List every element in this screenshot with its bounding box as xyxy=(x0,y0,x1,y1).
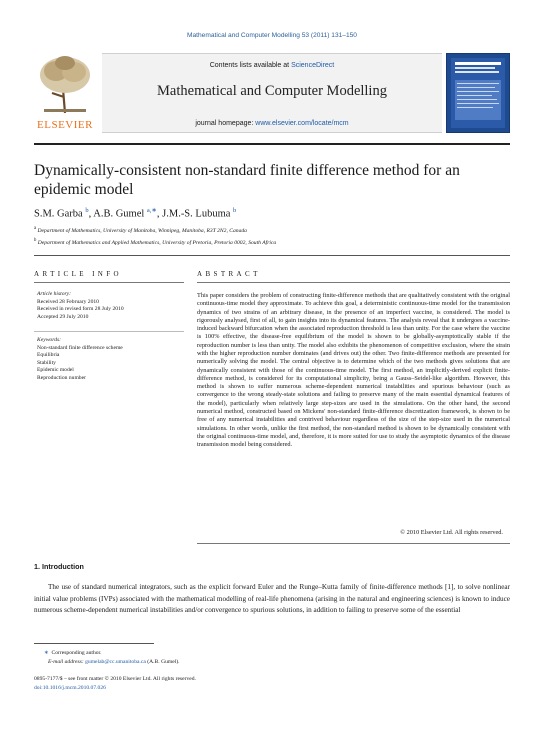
abstract-rule xyxy=(197,282,510,283)
doi-link[interactable]: doi:10.1016/j.mcm.2010.07.026 xyxy=(34,685,106,691)
author-affiliation-mark[interactable]: a,∗ xyxy=(146,207,157,214)
author-name[interactable]: S.M. Garba xyxy=(34,208,83,220)
article-info-divider xyxy=(34,331,184,332)
author-name[interactable]: A.B. Gumel xyxy=(93,208,145,220)
journal-cover-thumbnail-icon[interactable] xyxy=(446,53,510,133)
keyword-item: Reproduction number xyxy=(37,374,86,381)
sciencedirect-link[interactable]: ScienceDirect xyxy=(291,62,335,69)
contents-line xyxy=(102,62,442,69)
footnote-mark[interactable]: ∗ xyxy=(44,650,49,656)
history-label: Article history: xyxy=(37,291,72,297)
keywords xyxy=(37,337,187,383)
history-item: Accepted 29 July 2010 xyxy=(37,313,89,320)
email-label: E-mail address: xyxy=(48,659,86,665)
affiliation xyxy=(34,238,504,246)
abstract-heading: ABSTRACT xyxy=(197,270,261,278)
keyword-item: Stability xyxy=(37,359,56,366)
masthead xyxy=(34,53,510,137)
abstract-end-rule xyxy=(197,543,510,544)
footnote-rule xyxy=(34,643,154,644)
keywords-label: Keywords: xyxy=(37,337,62,343)
affiliation-text: Department of Mathematics and Applied Mathematics, University of Pretoria, Pretoria 0002, South Africa xyxy=(37,239,277,246)
section-rule xyxy=(34,255,510,256)
corresponding-author-text: Corresponding author. xyxy=(51,650,102,656)
author-list: S.M. Garba $^b$, A.B. Gumel $^{a,∗}$, J.M.-S. Lubuma $^b$ xyxy=(34,207,237,220)
copyright-notice: © 2010 Elsevier Ltd. All rights reserved. xyxy=(400,529,503,536)
publisher-name: ELSEVIER xyxy=(37,119,93,131)
affiliation-mark: b xyxy=(34,238,37,243)
journal-title: Mathematical and Computer Modelling xyxy=(157,83,387,99)
journal-header-box xyxy=(102,53,442,133)
author-affiliation-mark[interactable]: b xyxy=(85,207,89,214)
email-link[interactable]: gumelab@cc.umanitoba.ca xyxy=(85,659,146,665)
corresponding-author-note xyxy=(44,650,102,656)
keyword-item: Equilibria xyxy=(37,352,60,359)
homepage-line xyxy=(102,120,442,127)
journal-citation-line[interactable]: Mathematical and Computer Modelling 53 (2011) 131–150 xyxy=(187,32,357,39)
contents-prefix: Contents lists available at xyxy=(209,62,292,69)
homepage-prefix: journal homepage: xyxy=(195,120,256,127)
history-item: Received in revised form 28 July 2010 xyxy=(37,306,124,313)
author-affiliation-mark[interactable]: b xyxy=(233,207,237,214)
history-item: Received 28 February 2010 xyxy=(37,298,99,305)
keyword-item: Non-standard finite difference scheme xyxy=(37,344,123,351)
section-heading-introduction: 1. Introduction xyxy=(34,562,84,571)
issn-line: 0895-7177/$ – see front matter © 2010 Elsevier Ltd. All rights reserved. xyxy=(34,676,196,682)
affiliation xyxy=(34,226,504,234)
article-history xyxy=(37,291,187,321)
author-name[interactable]: J.M.-S. Lubuma xyxy=(162,208,231,220)
email-suffix: (A.B. Gumel). xyxy=(145,659,180,665)
affiliation-mark: a xyxy=(34,226,37,231)
article-info-heading: ARTICLE INFO xyxy=(34,270,123,278)
affiliation-text: Department of Mathematics, University of Manitoba, Winnipeg, Manitoba, R3T 2N2, Canada xyxy=(37,227,247,234)
article-info-rule xyxy=(34,282,184,283)
abstract-body: This paper considers the problem of constructing finite-difference methods that are qualitatively consistent with the original continuous-time model they approximate. To achieve this goal, a deterministic continuous-time model for the transmission dynamics of two strains of an arbitrary disease, in the presence of an imperfect vaccine, is considered. The model is rigorously analysed, first of all, to gain insights into its dynamical features. The analysis reveal that it undergoes a vaccine-induced backward bifurcation when the associated reproduction threshold is less than unity. For the case where the vaccine is 100% effective, the disease-free equilibrium of the model is shown to be globally-asymptotically stable if the reproduction number is less than unity. The model also exhibits the phenomenon of competitive exclusion, where the strain with the higher reproduction number dominates (and drives out) the other. Two finite-difference methods are presented for numerically solving the model. The central objective is to determine which of the two methods gives solutions that are dynamically consistent with those of the continuous-time model. The first method, an implicitly-derived explicit finite-difference method, is considered for its computational simplicity, being a Gauss–Seidel-like algorithm. However, this method is shown to suffer numerous scheme-dependent numerical instabilities and spurious behaviour (such as convergence to the wrong steady-state solutions and failing to preserve many of the main essential dynamical features of the model), particularly when relatively large step-sizes are used in the simulations. On the other hand, the second numerical method, constructed based on Mickens' non-standard finite-difference discretization framework, is shown to be free of any numerical instabilities and contrived behaviour regardless of the size of the step-size used in the numerical simulations. In other words, unlike the first method, the non-standard method is shown to be dynamically consistent with the original continuous-time model, and, therefore, it is more suited for use to study the asymptotic dynamics of the disease transmission model being considered. xyxy=(197,292,510,449)
email-note xyxy=(48,659,180,665)
header-rule xyxy=(34,143,510,145)
introduction-paragraph: The use of standard numerical integrators, such as the explicit forward Euler and the Runge–Kutta family of finite-difference methods [1], to solve nonlinear initial value problems (IVPs) associated with the mathematical modelling of real-life phenomena (arising in the natural and engineering sciences) is known to induce numerous scheme-dependent numerical instabilities and/or convergence to spurious solutions, in addition to failing to preserve some of the essential xyxy=(34,583,510,614)
keyword-item: Epidemic model xyxy=(37,367,74,374)
homepage-link[interactable]: www.elsevier.com/locate/mcm xyxy=(255,120,349,127)
paper-title: Dynamically-consistent non-standard finite difference method for an epidemic model xyxy=(34,162,460,198)
